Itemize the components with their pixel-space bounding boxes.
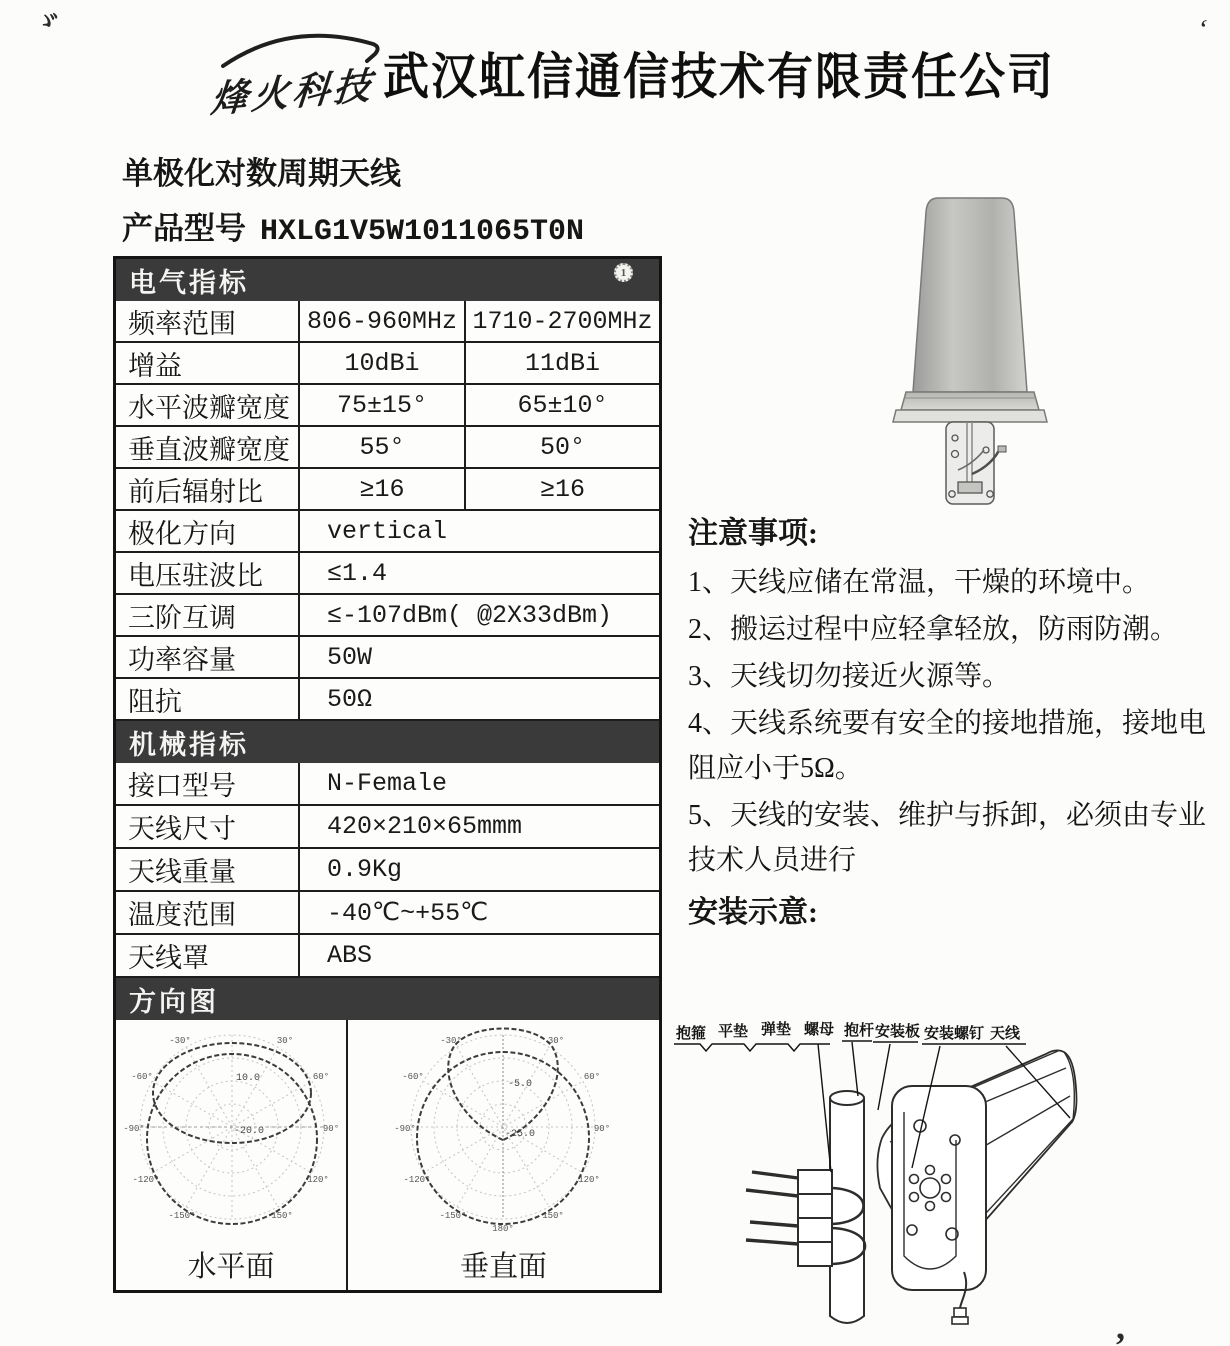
pattern-trace-low-band xyxy=(147,1054,317,1224)
table-row xyxy=(116,553,659,595)
row-value: 420×210×65mmm xyxy=(327,812,523,841)
row-value: N-Female xyxy=(327,769,448,798)
diagram-label-flat-washer: 平垫 xyxy=(718,1024,749,1040)
scan-mark-top-left: ゞ xyxy=(29,3,70,42)
row-value-high-band: 1710-2700MHz xyxy=(472,306,653,336)
row-value-high-band: 50° xyxy=(539,432,585,462)
angle-label: 90° xyxy=(593,1124,611,1134)
row-label: 垂直波瓣宽度 xyxy=(116,427,300,467)
notes-section xyxy=(688,508,1218,931)
table-row xyxy=(116,343,659,385)
level-label-center: -20.0 xyxy=(234,1126,265,1137)
section-header-pattern-label: 方向图 xyxy=(129,986,219,1017)
row-label: 温度范围 xyxy=(116,892,300,933)
pattern-plots-row xyxy=(116,1020,659,1290)
table-row xyxy=(116,679,659,721)
diagram-label-pole: 抱杆 xyxy=(844,1023,875,1039)
angle-label: -90° xyxy=(123,1124,145,1134)
table-row xyxy=(116,806,659,849)
table-row xyxy=(116,301,659,343)
note-item: 4、天线系统要有安全的接地措施，接地电阻应小于5Ω。 xyxy=(688,708,1207,784)
angle-label: -120° xyxy=(403,1175,431,1185)
angle-label: 90° xyxy=(322,1124,340,1134)
model-code: HXLG1V5W1011065T0N xyxy=(260,215,585,249)
row-value: 50W xyxy=(327,642,373,672)
notes-header: 注意事项: xyxy=(688,517,818,550)
angle-label: 30° xyxy=(547,1036,565,1046)
product-model-line xyxy=(122,203,584,249)
pattern-trace-low-band xyxy=(417,1052,589,1224)
section-header-mechanical xyxy=(116,721,659,763)
row-label: 阻抗 xyxy=(116,679,300,719)
row-label: 水平波瓣宽度 xyxy=(116,385,300,425)
row-label: 天线尺寸 xyxy=(116,806,300,847)
logo-text: 烽火科技 xyxy=(209,65,377,122)
section-header-electrical-label: 电气指标 xyxy=(129,267,249,298)
angle-label: 60° xyxy=(312,1072,330,1082)
note-item: 5、天线的安装、维护与拆卸，必须由专业技术人员进行 xyxy=(688,800,1207,876)
installation-diagram xyxy=(668,1020,1230,1340)
table-row xyxy=(116,427,659,469)
row-label: 接口型号 xyxy=(116,763,300,804)
plot-caption-horizontal: 水平面 xyxy=(187,1251,275,1283)
table-row xyxy=(116,763,659,806)
horizontal-pattern-plot xyxy=(121,1020,343,1248)
table-row xyxy=(116,849,659,892)
table-row xyxy=(116,892,659,935)
angle-label: -150° xyxy=(168,1211,196,1221)
row-value: 0.9Kg xyxy=(327,855,403,884)
section-header-mechanical-label: 机械指标 xyxy=(129,729,249,760)
row-label: 天线重量 xyxy=(116,849,300,890)
diagram-label-antenna: 天线 xyxy=(990,1026,1021,1042)
row-value-low-band: ≥16 xyxy=(300,469,466,509)
row-value-high-band: 65±10° xyxy=(517,390,608,420)
table-row xyxy=(116,511,659,553)
angle-label: 120° xyxy=(578,1175,600,1185)
section-header-pattern xyxy=(116,978,659,1020)
angle-label: -30° xyxy=(440,1036,462,1046)
note-item: 1、天线应储在常温，干燥的环境中。 xyxy=(688,567,1151,598)
row-value: 50Ω xyxy=(327,684,373,714)
row-value: -40℃~+55℃ xyxy=(327,899,489,928)
row-label: 三阶互调 xyxy=(116,595,300,635)
mounting-plate xyxy=(892,1086,986,1290)
section-header-electrical xyxy=(116,259,659,301)
plot-caption-vertical: 垂直面 xyxy=(459,1251,547,1283)
table-row xyxy=(116,935,659,978)
table-row xyxy=(116,385,659,427)
row-value-low-band: 55° xyxy=(300,427,466,467)
diagram-label-nut: 螺母 xyxy=(804,1022,835,1038)
row-value: ABS xyxy=(327,941,373,970)
table-row xyxy=(116,595,659,637)
table-row xyxy=(116,637,659,679)
scan-mark-bottom-right: , xyxy=(1116,1307,1125,1346)
row-value-high-band: 11dBi xyxy=(524,348,600,378)
row-value: ≤1.4 xyxy=(327,558,388,588)
angle-label: -30° xyxy=(169,1036,191,1046)
note-item: 3、天线切勿接近火源等。 xyxy=(688,661,1011,692)
row-value-high-band: ≥16 xyxy=(539,474,585,504)
angle-label: -150° xyxy=(439,1211,467,1221)
spec-table xyxy=(113,256,662,1293)
angle-label: -60° xyxy=(402,1072,424,1082)
row-label: 增益 xyxy=(116,343,300,383)
row-label: 功率容量 xyxy=(116,637,300,677)
row-value-low-band: 75±15° xyxy=(300,385,466,425)
company-logo xyxy=(205,28,390,120)
diagram-label-mounting-plate: 安装板 xyxy=(875,1024,921,1040)
scan-badge-artifact: 1 xyxy=(614,263,633,282)
row-label: 天线罩 xyxy=(116,935,300,976)
model-label: 产品型号 xyxy=(122,211,246,246)
horizontal-pattern-cell xyxy=(116,1020,348,1290)
angle-label: 120° xyxy=(307,1175,329,1185)
vertical-pattern-plot xyxy=(390,1020,616,1248)
row-label: 前后辐射比 xyxy=(116,469,300,509)
pole xyxy=(830,1098,864,1323)
row-label: 频率范围 xyxy=(116,301,300,341)
row-value: ≤-107dBm( @2X33dBm) xyxy=(327,600,613,630)
row-value: vertical xyxy=(327,516,448,546)
antenna-product-image xyxy=(846,186,1094,508)
install-header: 安装示意: xyxy=(688,896,818,929)
row-label: 极化方向 xyxy=(116,511,300,551)
row-value-low-band: 10dBi xyxy=(300,343,466,383)
row-value-low-band: 806-960MHz xyxy=(300,301,466,341)
row-label: 电压驻波比 xyxy=(116,553,300,593)
angle-label: -120° xyxy=(132,1175,160,1185)
level-label-mid: -5.0 xyxy=(508,1079,533,1090)
angle-label: 180° xyxy=(492,1224,514,1234)
level-label-center: -25.0 xyxy=(505,1129,536,1140)
diagram-label-mounting-screw: 安装螺钉 xyxy=(924,1026,985,1042)
scan-mark-top-right: ‘ xyxy=(1195,13,1211,46)
company-name: 武汉虹信通信技术有限责任公司 xyxy=(383,48,1055,105)
note-item: 2、搬运过程中应轻拿轻放，防雨防潮。 xyxy=(688,614,1179,645)
product-title: 单极化对数周期天线 xyxy=(122,156,401,191)
angle-label: 150° xyxy=(271,1211,293,1221)
diagram-label-spring-washer: 弹垫 xyxy=(761,1022,792,1038)
angle-label: 150° xyxy=(542,1211,564,1221)
level-label-mid: 10.0 xyxy=(236,1073,261,1084)
table-row xyxy=(116,469,659,511)
angle-label: 30° xyxy=(276,1036,294,1046)
angle-label: -90° xyxy=(394,1124,416,1134)
vertical-pattern-cell xyxy=(348,1020,659,1290)
diagram-label-clamp: 抱箍 xyxy=(676,1026,707,1042)
angle-label: 60° xyxy=(583,1072,601,1082)
angle-label: -60° xyxy=(131,1072,153,1082)
